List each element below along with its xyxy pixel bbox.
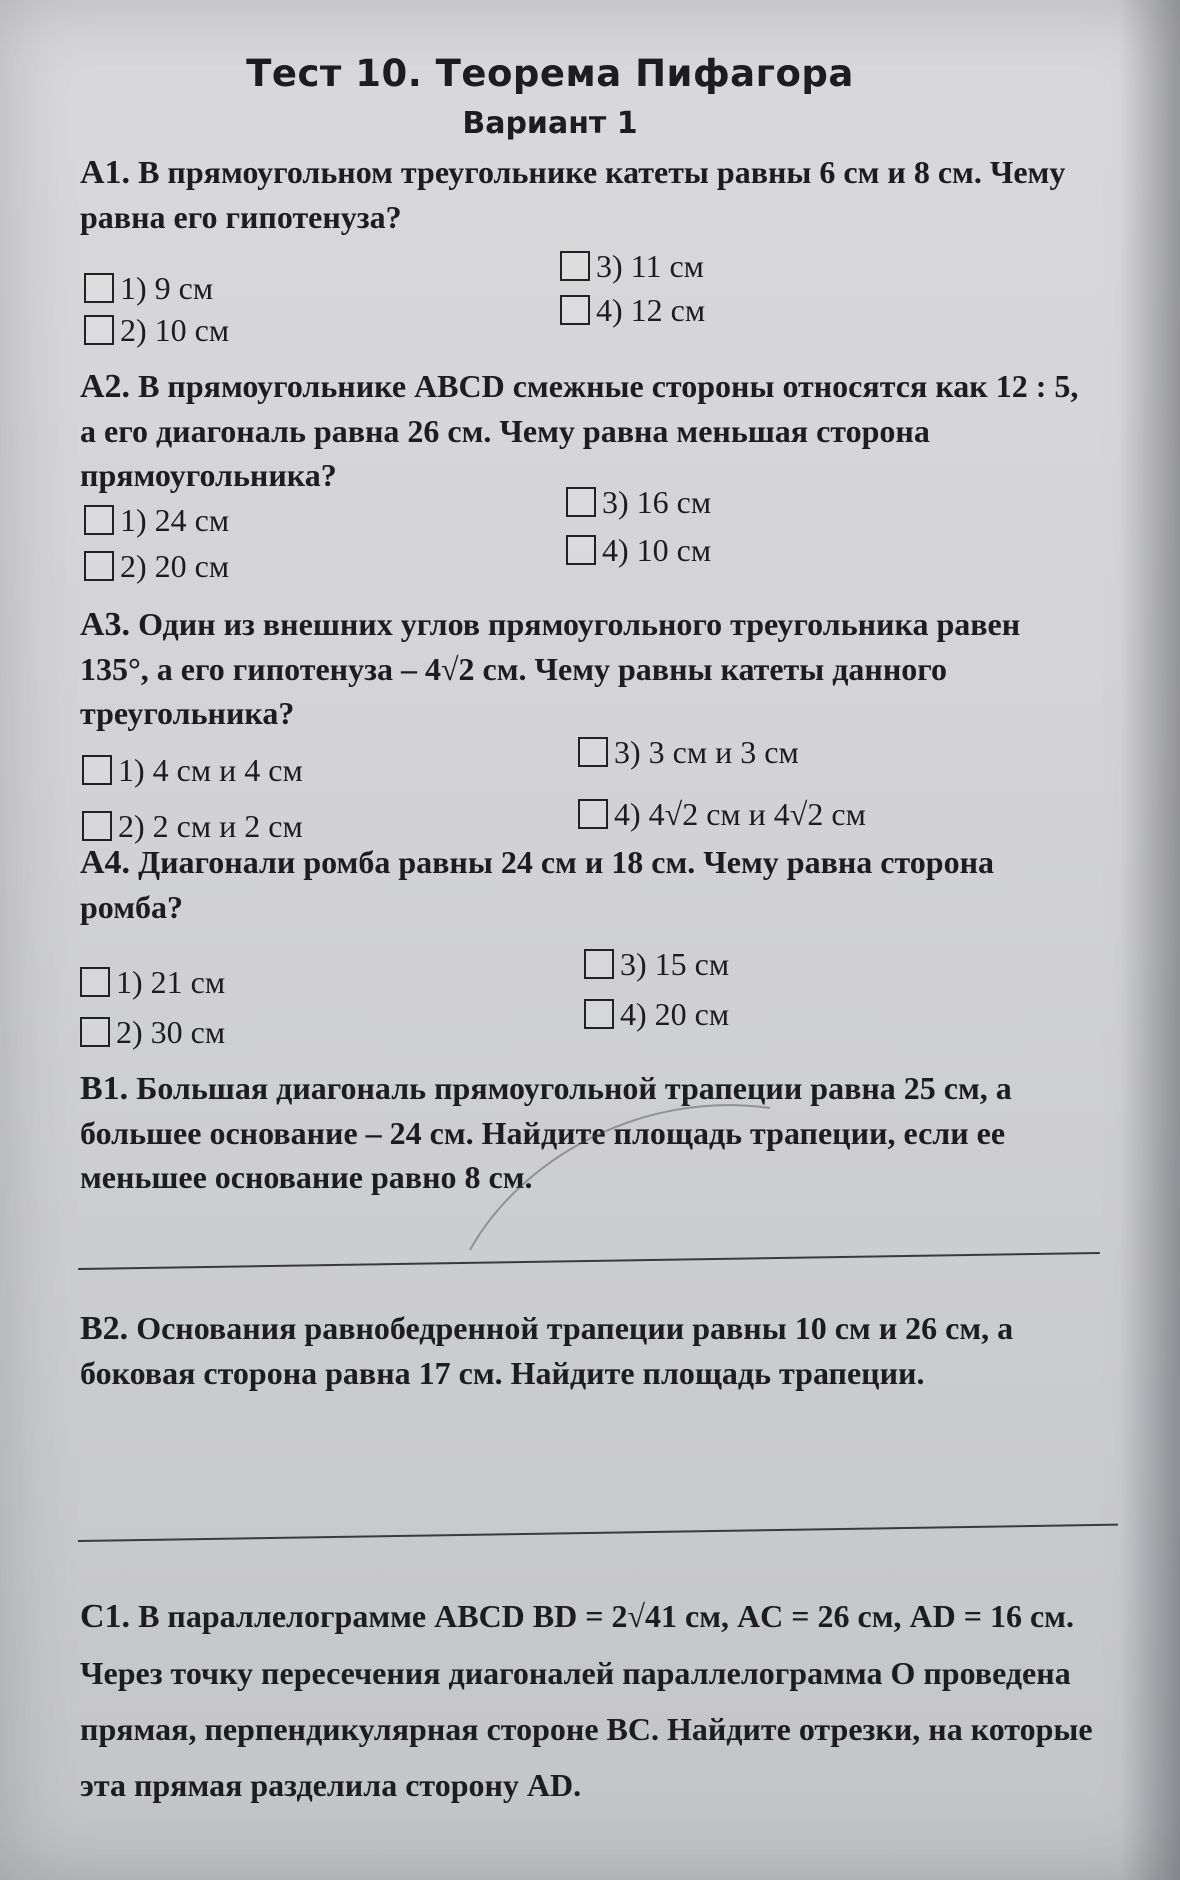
option-label: 1) 4 см и 4 см	[118, 752, 303, 788]
option-label: 1) 9 см	[120, 270, 214, 306]
option-label: 3) 15 см	[620, 946, 730, 982]
question-id: В2.	[80, 1310, 129, 1347]
question-text: Диагонали ромба равны 24 см и 18 см. Чему равна сторона ромба?	[80, 844, 995, 925]
question-text: В прямоугольнике ABCD смежные стороны относятся как 12 : 5, а его диагональ равна 26 см. Чему равна меньшая сторона прямоугольника?	[80, 368, 1079, 493]
option-label: 4) 4√2 см и 4√2 см	[614, 796, 866, 832]
question-id: А4.	[80, 844, 131, 881]
option-label: 4) 20 см	[620, 996, 730, 1032]
question-id: А1.	[80, 154, 131, 191]
question-id: А2.	[80, 368, 131, 405]
option-label: 3) 11 см	[596, 248, 704, 284]
question-id: В1.	[80, 1070, 129, 1107]
test-title: Тест 10. Теорема Пифагора	[246, 52, 854, 95]
option-label: 4) 10 см	[602, 532, 712, 568]
variant-label: Вариант 1	[462, 106, 638, 141]
option-label: 2) 30 см	[116, 1014, 226, 1050]
question-id: А3.	[80, 606, 131, 643]
option-label: 1) 21 см	[116, 964, 226, 1000]
option-label: 4) 12 см	[596, 292, 706, 328]
question-id: С1.	[80, 1598, 131, 1635]
option-label: 1) 24 см	[120, 502, 230, 538]
question-text: Один из внешних углов прямоугольного треугольника равен 135°, а его гипотенуза – 4√2 см. Чему равны катеты данного треугольника?	[80, 606, 1021, 731]
question-text: Большая диагональ прямоугольной трапеции равна 25 см, а большее основание – 24 см. Найдите площадь трапеции, если ее меньшее основание равно 8 см.	[80, 1070, 1012, 1195]
option-label: 2) 10 см	[120, 312, 230, 348]
question-text: Основания равнобедренной трапеции равны 10 см и 26 см, а боковая сторона равна 17 см. Найдите площадь трапеции.	[80, 1310, 1014, 1391]
option-label: 2) 2 см и 2 см	[118, 808, 303, 844]
question-text: В параллелограмме ABCD BD = 2√41 см, AC = 26 см, AD = 16 см. Через точку пересечения диагоналей параллелограмма O проведена прямая, перпендикулярная стороне BC. Найдите отрезки, на которые эта прямая разделила сторону AD.	[80, 1598, 1093, 1803]
option-label: 3) 3 см и 3 см	[614, 734, 799, 770]
question-text: В прямоугольном треугольнике катеты равны 6 см и 8 см. Чему равна его гипотенуза?	[80, 154, 1066, 235]
option-label: 3) 16 см	[602, 484, 712, 520]
option-label: 2) 20 см	[120, 548, 230, 584]
